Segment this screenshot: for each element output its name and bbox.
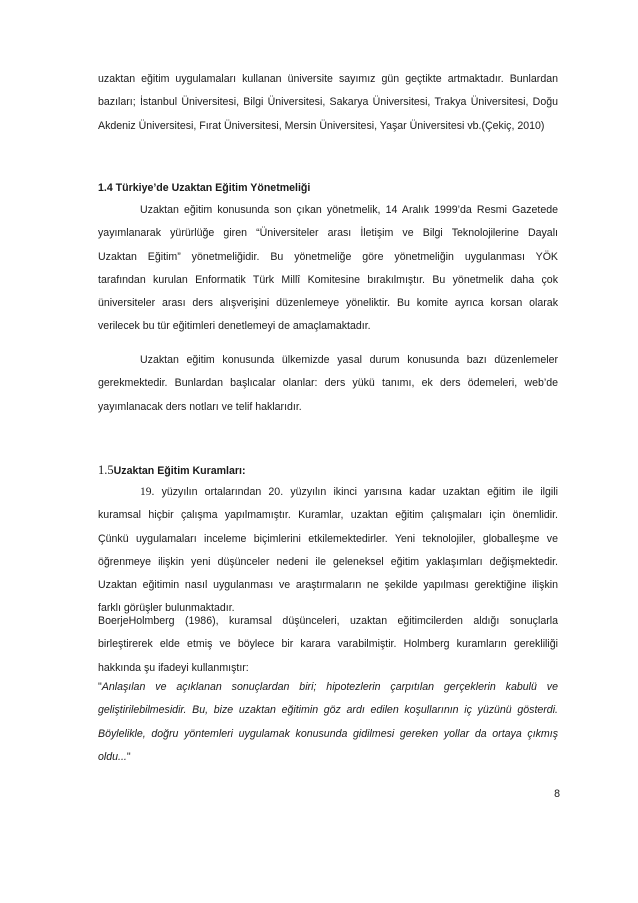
text-line: hakkında şu ifadeyi kullanmıştır: — [98, 661, 249, 674]
text-line: Uzaktan eğitimin nasıl uygulanması ve araştırmaların ne şekilde yapılması gerektiğine ilişkin — [98, 579, 558, 592]
paragraph-legal-status — [98, 349, 558, 419]
text-fragment: Anlaşılan ve açıklanan sonuçlardan biri; hipotezlerin çarpıtılan gerçeklerin kabulü ve — [101, 681, 558, 693]
text-line: BoerjeHolmberg (1986), kuramsal düşünceleri, uzaktan eğitimcilerden aldığı sonuçlarla — [98, 615, 558, 627]
quote-open-mark: " — [98, 681, 102, 693]
text-line: verilecek bu tür eğitimleri denetlemeyi de amaçlamaktadır. — [98, 320, 371, 333]
text-line: birleştirerek elde etmiş ve böylece bir karara varabilmiştir. Holmberg kuramların gerekliliği — [98, 638, 558, 651]
text-line: geliştirilebilmesidir. Bu, bize uzaktan eğitimin göz ardı edilen koşullarının iç yüzünü gösterdi. — [98, 704, 558, 717]
paragraph-regulation — [98, 199, 558, 339]
paragraph-theories — [98, 481, 558, 621]
section-number: 1.5 — [98, 463, 114, 477]
section-heading-1-4: 1.4 Türkiye’de Uzaktan Eğitim Yönetmeliği — [98, 182, 311, 194]
section-title: Uzaktan Eğitim Kuramları: — [113, 465, 246, 477]
text-fragment: oldu... — [98, 750, 127, 763]
text-line: Uzaktan eğitim konusunda ülkemizde yasal durum konusunda bazı düzenlemeler — [140, 354, 558, 366]
paragraph-universities — [98, 68, 558, 138]
text-line — [98, 481, 558, 504]
text-line: Akdeniz Üniversitesi, Fırat Üniversitesi, Mersin Üniversitesi, Yaşar Üniversitesi vb.(Çekiç, 2010) — [98, 119, 545, 132]
text-line: öğrenmeye ilişkin yeni düşünceler nedeni ile geleneksel eğitim yaklaşımları değişmektedir. — [98, 555, 558, 568]
text-line: farklı görüşler bulunmaktadır. — [98, 602, 235, 615]
text-line: Böylelikle, doğru yöntemleri uygulamak konusunda gidilmesi gereken yollar da ortaya çıkmış — [98, 727, 558, 740]
text-line: uzaktan eğitim uygulamaları kullanan üniversite sayımız gün geçtikte artmaktadır. Bunlardan — [98, 73, 558, 85]
text-line: bazıları; İstanbul Üniversitesi, Bilgi Üniversitesi, Sakarya Üniversitesi, Trakya Üniversitesi, Doğu — [98, 96, 558, 109]
text-line: Uzaktan Eğitim” yönetmeliğidir. Bu yönetmeliğe göre yönetmeliğin uygulanması YÖK — [98, 250, 558, 263]
text-fragment: yüzyılın ortalarından 20. yüzyılın ikinci yarısına kadar uzaktan eğitim ile ilgili — [154, 486, 558, 498]
text-line: Çünkü uygulamaları inceleme biçimlerini etkilemektedirler. Yeni teknolojiler, globalleşme ve — [98, 532, 558, 545]
text-line: kuramsal hiçbir çalışma yapılmamıştır. Kuramlar, uzaktan eğitim çalışmaları için önemlidir. — [98, 509, 558, 522]
text-line — [98, 746, 558, 769]
page-number: 8 — [554, 788, 560, 800]
quote-close-mark: " — [126, 750, 131, 763]
text-line — [98, 676, 558, 699]
text-line: yayımlanacak ders notları ve telif haklarıdır. — [98, 400, 302, 413]
section-heading-1-5 — [98, 460, 558, 481]
text-line: yayımlanarak yürürlüğe giren “Üniversiteler arası İletişim ve Bilgi Teknolojilerine Dayalı — [98, 227, 558, 240]
text-line: üniversiteler arası ders alışverişini düzenlemeye yöneliktir. Bu komite ayrıca korsan olarak — [98, 297, 558, 310]
century-number: 19. — [140, 486, 155, 498]
text-line: gerekmektedir. Bunlardan başlıcalar olanlar: ders yükü tanımı, ek ders ödemeleri, web’de — [98, 377, 558, 390]
paragraph-holmberg — [98, 610, 558, 680]
text-line: Uzaktan eğitim konusunda son çıkan yönetmelik, 14 Aralık 1999’da Resmi Gazetede — [140, 204, 558, 216]
holmberg-quote — [98, 676, 558, 769]
text-line: tarafından kurulan Enformatik Türk Millî Komitesine bırakılmıştır. Bu yönetmelik daha çok — [98, 273, 558, 286]
